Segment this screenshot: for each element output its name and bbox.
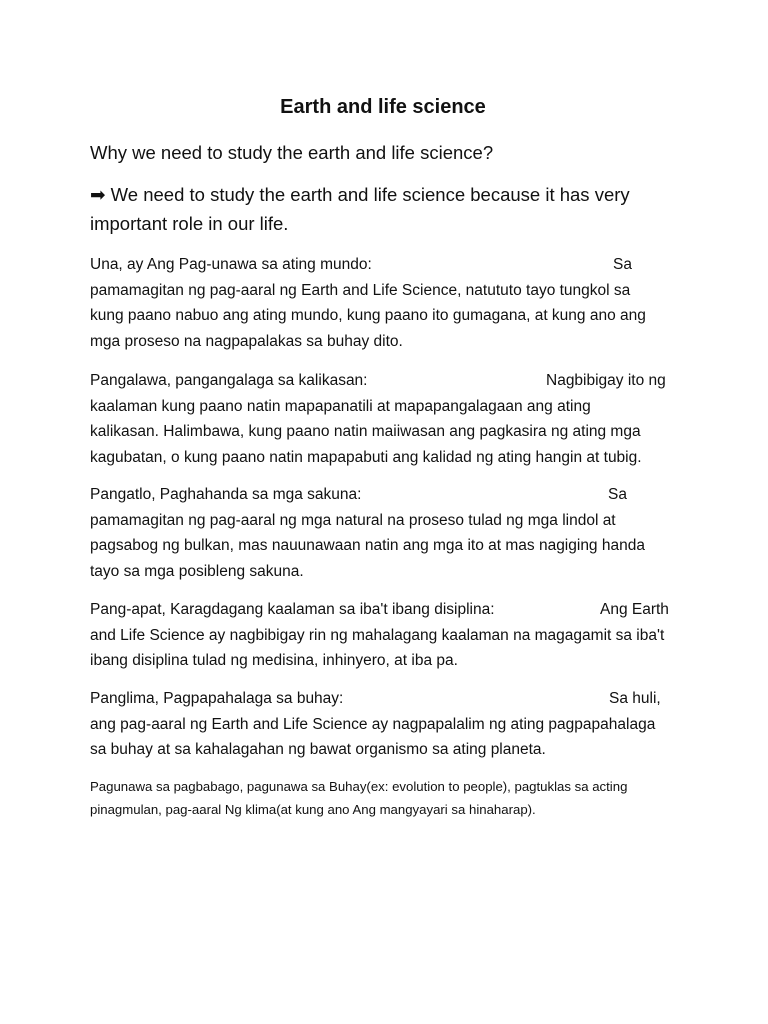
paragraph-heading-line <box>90 482 676 508</box>
answer-text <box>90 180 676 238</box>
paragraph-heading: Panglima, Pagpapahalaga sa buhay: <box>90 690 344 707</box>
note-line-1: Pagunawa sa pagbabago, pagunawa sa Buhay(ex: evolution to people), pagtuklas sa acting <box>90 779 628 794</box>
paragraph-lead: Sa <box>608 486 627 503</box>
paragraph-line: and Life Science ay nagbibigay rin ng mahalagang kaalaman na magagamit sa iba't <box>90 626 665 644</box>
paragraph-line: kung paano nabuo ang ating mundo, kung paano ito gumagana, at kung ano ang <box>90 307 646 325</box>
answer-line-1: We need to study the earth and life science because it has very <box>105 184 630 205</box>
paragraph-heading-line <box>90 686 676 712</box>
paragraph-heading: Pangalawa, pangangalaga sa kalikasan: <box>90 372 368 389</box>
paragraph-line: kalikasan. Halimbawa, kung paano natin maiiwasan ang pagkasira ng ating mga <box>90 423 641 441</box>
paragraph-pangalawa <box>90 368 676 471</box>
paragraph-line: kaalaman kung paano natin mapapanatili at mapapangalagaan ang ating <box>90 397 591 415</box>
paragraph-heading: Pangatlo, Paghahanda sa mga sakuna: <box>90 486 362 503</box>
note-line-2: pinagmulan, pag-aaral Ng klima(at kung ano Ang mangyayari sa hinaharap). <box>90 802 536 817</box>
paragraph-line: kagubatan, o kung paano natin mapapabuti ang kalidad ng ating hangin at tubig. <box>90 449 642 467</box>
paragraph-una <box>90 252 676 355</box>
paragraph-heading-line <box>90 368 676 394</box>
paragraph-line: ang pag-aaral ng Earth and Life Science ay nagpapalalim ng ating pagpapahalaga <box>90 715 656 733</box>
paragraph-lead: Sa <box>613 256 632 273</box>
paragraph-line: tayo sa mga posibleng sakuna. <box>90 563 304 581</box>
paragraph-line: mga proseso na nagpapalakas sa buhay dito. <box>90 333 403 351</box>
paragraph-lead: Sa huli, <box>609 690 661 707</box>
document-title: Earth and life science <box>280 96 486 118</box>
paragraph-line: pamamagitan ng pag-aaral ng mga natural na proseso tulad ng mga lindol at <box>90 511 616 529</box>
paragraph-line: pagsabog ng bulkan, mas nauunawaan natin ang mga ito at mas nagiging handa <box>90 537 645 555</box>
paragraph-heading: Pang-apat, Karagdagang kaalaman sa iba't ibang disiplina: <box>90 601 495 618</box>
paragraph-heading-line <box>90 597 676 623</box>
paragraph-lead: Nagbibigay ito ng <box>546 372 666 389</box>
question-text: Why we need to study the earth and life science? <box>90 142 494 163</box>
paragraph-pangatlo <box>90 482 676 585</box>
paragraph-lead: Ang Earth <box>600 601 669 618</box>
closing-note <box>90 775 676 821</box>
paragraph-pang-apat <box>90 597 676 674</box>
answer-line-2: important role in our life. <box>90 213 289 234</box>
paragraph-heading-line <box>90 252 676 278</box>
paragraph-heading: Una, ay Ang Pag-unawa sa ating mundo: <box>90 256 372 273</box>
paragraph-line: sa buhay at sa kahalagahan ng bawat organismo sa ating planeta. <box>90 741 546 759</box>
paragraph-line: ibang disiplina tulad ng medisina, inhinyero, at iba pa. <box>90 652 458 670</box>
arrow-right-icon: ➡ <box>90 184 106 205</box>
paragraph-panglima <box>90 686 676 763</box>
paragraph-line: pamamagitan ng pag-aaral ng Earth and Life Science, natututo tayo tungkol sa <box>90 281 631 299</box>
